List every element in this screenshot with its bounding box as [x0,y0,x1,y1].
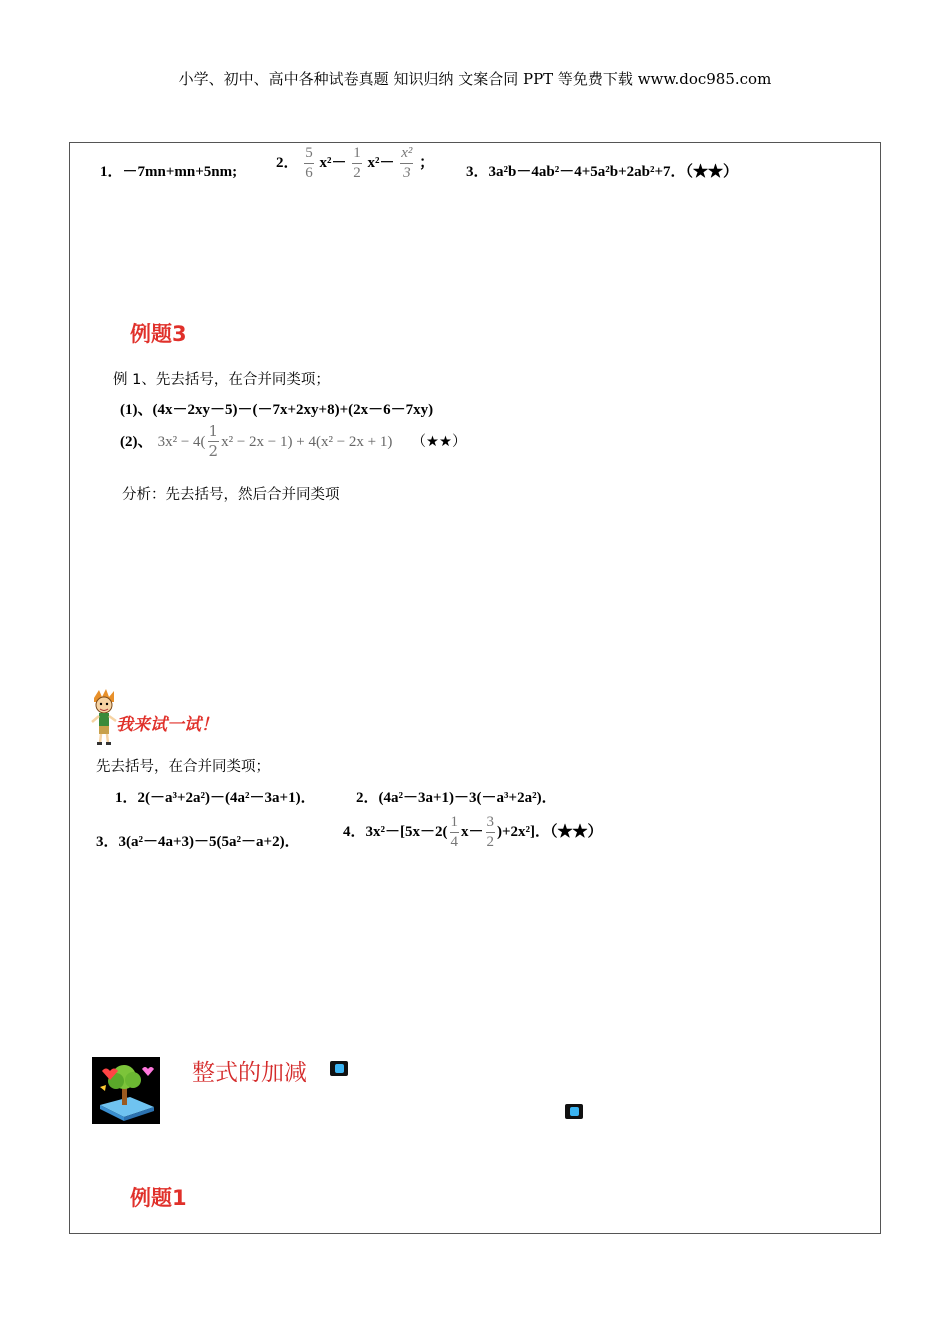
fraction: $\frac{1}{4}$ [450,814,458,850]
play-icon[interactable] [330,1061,348,1076]
exercise-3: 3．3a²b－4ab²－4+5a²b+2ab²+7．（★★） [466,164,739,180]
fraction: $\frac{5}{6}$ [305,145,313,181]
try-it-q2: 2．(4a²－3a+1)－3(－a³+2a²)． [356,790,557,806]
example3-item1: (1)、(4x－2xy－5)－(－7x+2xy+8)+(2x－6－7xy) [120,402,434,418]
book-tree-icon [92,1057,160,1124]
try-it-q4: 4．3x²－[5x－2( $\frac{1}{4}$ x－ $\frac{3}{2}$ )+2x²]．（★★） [343,814,603,850]
exercise-2: 2． $\frac{5}{6}$ x²－ $\frac{1}{2}$ x²－ $\frac{\text{x²}}{3}$ ； [276,145,435,181]
try-it-title: 我来试一试！ [116,715,218,735]
example3-title: 例题3 [130,322,187,346]
try-it-intro: 先去括号，在合并同类项； [96,759,270,775]
try-it-q1: 1．2(－a³+2a²)－(4a²－3a+1)． [115,790,316,806]
fraction: $\frac{1}{2}$ [353,145,361,181]
exercise-1: 1．－7mn+mn+5nm; [100,164,238,180]
section-title: 整式的加减 [192,1060,307,1086]
fraction: $\frac{3}{2}$ [486,814,495,850]
try-it-q3: 3．3(a²－4a+3)－5(5a²－a+2)． [96,834,300,850]
page-header: 小学、初中、高中各种试卷真题 知识归纳 文案合同 PPT 等免费下载 www.doc985.com [178,70,772,88]
example3-analysis: 分析：先去括号，然后合并同类项 [122,487,340,503]
fraction: $\frac{1}{2}$ [208,422,219,460]
example1-title: 例题1 [130,1186,187,1210]
play-icon[interactable] [565,1104,583,1119]
fraction: $\frac{\text{x²}}{3}$ [401,145,413,181]
example3-item2: (2)、 3x² − 4( $\frac{1}{2}$ x² − 2x − 1) + 4(x² − 2x + 1) （★★） [120,422,467,460]
content-frame [69,142,881,1234]
example3-intro: 例 1、先去括号，在合并同类项； [113,372,330,388]
cartoon-kid-icon [90,688,118,746]
